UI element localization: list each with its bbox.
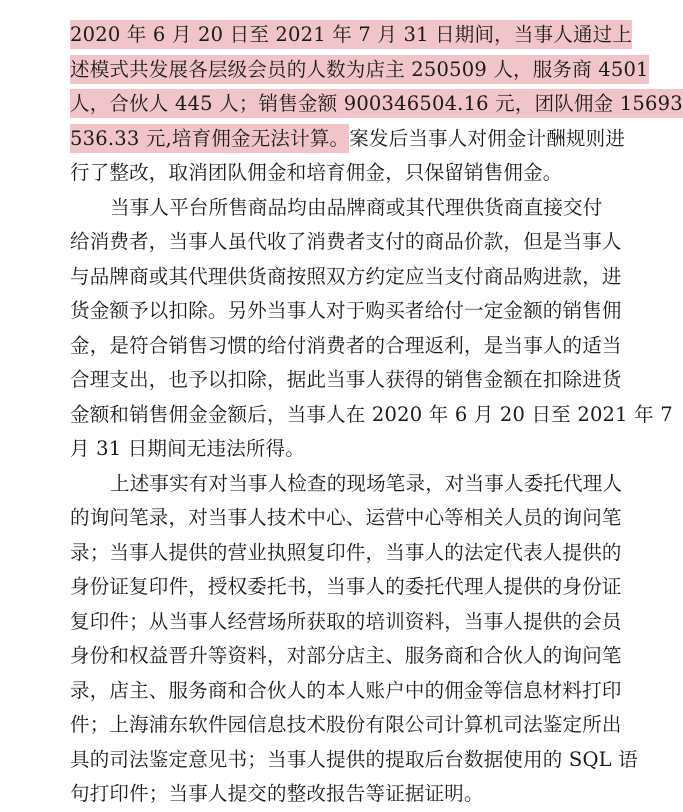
- text-line: [70, 260, 622, 295]
- text-line: [70, 122, 626, 157]
- text-line: [70, 432, 616, 467]
- body-text: 上述事实有对当事人检查的现场笔录，对当事人委托代理人: [110, 471, 623, 495]
- text-line: [70, 536, 622, 571]
- text-line: [70, 674, 622, 709]
- text-line: [70, 570, 622, 605]
- text-line: [70, 605, 622, 640]
- body-text: 行了整改，取消团队佣金和培育佣金，只保留销售佣金。: [70, 161, 563, 184]
- body-text: 身份和权益晋升等资料，对部分店主、服务商和合伙人的询问笔: [70, 644, 622, 667]
- body-text: 金额和销售佣金金额后，当事人在 2020 年 6 月 20 日至 2021 年 7: [70, 402, 673, 426]
- body-text: 的询问笔录，对当事人技术中心、运营中心等相关人员的询问笔: [70, 506, 622, 529]
- text-line: [70, 329, 622, 364]
- paragraph: [70, 18, 683, 191]
- text-line: [70, 398, 673, 433]
- text-line: [70, 777, 616, 812]
- body-text: 与品牌商或其代理供货商按照双方约定应当支付商品购进款，进: [70, 264, 622, 288]
- body-text: 件；上海浦东软件园信息技术股份有限公司计算机司法鉴定所出: [70, 713, 622, 736]
- text-line: [70, 53, 649, 88]
- body-text: 月 31 日期间无违法所得。: [70, 437, 306, 460]
- body-text: 身份证复印件，授权委托书，当事人的委托代理人提供的身份证: [70, 575, 622, 598]
- text-line: [70, 87, 683, 122]
- text-line: [70, 191, 616, 226]
- body-text: 给消费者，当事人虽代收了消费者支付的商品价款，但是当事人: [70, 230, 622, 253]
- body-text: 当事人平台所售商品均由品牌商或其代理供货商直接交付: [110, 195, 603, 219]
- body-text: 复印件；从当事人经营场所获取的培训资料，当事人提供的会员: [70, 609, 622, 633]
- text-line: [70, 639, 622, 674]
- text-line: [70, 294, 622, 329]
- body-text: 合理支出，也予以扣除，据此当事人获得的销售金额在扣除进货: [70, 368, 622, 391]
- highlighted-text: 2020 年 6 月 20 日至 2021 年 7 月 31 日期间，当事人通过上: [70, 20, 632, 49]
- body-text: 金，是符合销售习惯的给付消费者的合理返利，是当事人的适当: [70, 333, 622, 357]
- body-text: 货金额予以扣除。另外当事人对于购买者给付一定金额的销售佣: [70, 299, 622, 322]
- highlighted-text: 人，合伙人 445 人；销售金额 900346504.16 元，团队佣金 15693: [70, 89, 683, 118]
- body-text: 案发后当事人对佣金计酬规则进: [349, 126, 626, 150]
- text-line: [70, 225, 622, 260]
- document-body: [70, 18, 683, 812]
- text-line: [70, 467, 623, 502]
- highlighted-text: 536.33 元,培育佣金无法计算。: [70, 124, 349, 153]
- body-text: 录；当事人提供的营业执照复印件，当事人的法定代表人提供的: [70, 540, 622, 564]
- text-line: [70, 156, 616, 191]
- highlighted-text: 述模式共发展各层级会员的人数为店主 250509 人，服务商 4501: [70, 55, 649, 84]
- body-text: 句打印件；当事人提交的整改报告等证据证明。: [70, 782, 484, 805]
- paragraph: [70, 467, 638, 812]
- paragraph: [70, 191, 673, 467]
- text-line: [70, 708, 622, 743]
- text-line: [70, 501, 622, 536]
- text-line: [70, 18, 633, 53]
- body-text: 具的司法鉴定意见书；当事人提供的提取后台数据使用的 SQL 语: [70, 747, 638, 771]
- text-line: [70, 363, 622, 398]
- body-text: 录，店主、服务商和合伙人的本人账户中的佣金等信息材料打印: [70, 678, 622, 702]
- text-line: [70, 743, 638, 778]
